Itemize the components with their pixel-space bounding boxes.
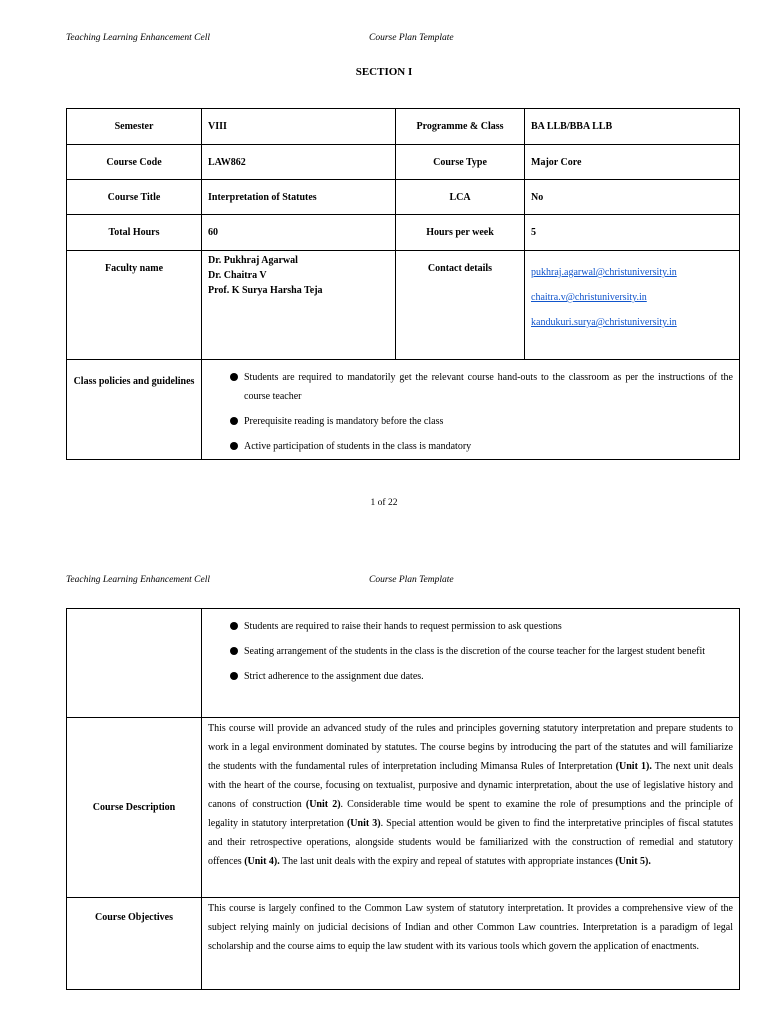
course-objectives	[202, 898, 740, 990]
description-text: . Special attention would be given to find the interpretative principles of fiscal statutes and their retrospective operations, alongside students would be familiarized with the construction of remedial and statutory offences	[208, 818, 734, 867]
unit-ref: (Unit 5).	[615, 856, 651, 867]
lca-value: No	[525, 180, 740, 215]
list-item: Strict adherence to the assignment due dates.	[230, 667, 733, 686]
programme-value: BA LLB/BBA LLB	[525, 109, 740, 145]
policies-label: Class policies and guidelines	[67, 360, 202, 460]
course-title-value: Interpretation of Statutes	[202, 180, 396, 215]
description-text: The last unit deals with the expiry and repeal of statutes with appropriate instances	[279, 856, 616, 867]
policies-list-continued	[202, 609, 740, 718]
email-link[interactable]: pukhraj.agarwal@christuniversity.in	[531, 267, 677, 278]
hours-per-week-value: 5	[525, 215, 740, 251]
list-item: Active participation of students in the class is mandatory	[230, 437, 733, 456]
unit-ref: (Unit 1).	[615, 761, 652, 772]
page-number: 1 of 22	[370, 498, 398, 508]
unit-ref: (Unit 4).	[244, 856, 280, 867]
lca-label: LCA	[396, 180, 525, 215]
contact-label: Contact details	[396, 251, 525, 360]
policies-label-continued	[67, 609, 202, 718]
unit-ref: (Unit 2)	[305, 799, 341, 810]
course-type-label: Course Type	[396, 145, 525, 180]
list-item: Prerequisite reading is mandatory before the class	[230, 412, 733, 431]
list-item: Seating arrangement of the students in the class is the discretion of the course teacher for the largest student benefit	[230, 642, 733, 661]
objectives-text: This course is largely confined to the Common Law system of statutory interpretation. It provides a comprehensive view of the subject relying mainly on judicial decisions of Indian and other Common Law countries. Interpretation is a paradigm of legal scholarship and the course aims to equip the law student with its various tools which govern the application of enactments.	[208, 903, 733, 952]
header-center: Course Plan Template	[369, 33, 454, 43]
header-center: Course Plan Template	[369, 575, 454, 585]
faculty-names	[202, 251, 396, 360]
faculty-name: Dr. Pukhraj Agarwal	[208, 255, 298, 266]
faculty-label: Faculty name	[67, 251, 202, 360]
email-link[interactable]: kandukuri.surya@christuniversity.in	[531, 317, 677, 328]
course-code-label: Course Code	[67, 145, 202, 180]
course-description-label: Course Description	[67, 718, 202, 898]
course-details-table	[66, 608, 740, 990]
hours-per-week-label: Hours per week	[396, 215, 525, 251]
semester-value: VIII	[202, 109, 396, 145]
header-left: Teaching Learning Enhancement Cell	[66, 33, 210, 43]
description-text: The next unit deals with the heart of the course, focusing on textualist, purposive and dynamic interpretation, about the use of legislative history and canons of construction	[208, 761, 734, 810]
programme-label: Programme & Class	[396, 109, 525, 145]
total-hours-label: Total Hours	[67, 215, 202, 251]
list-item: Students are required to raise their hands to request permission to ask questions	[230, 617, 733, 636]
total-hours-value: 60	[202, 215, 396, 251]
unit-ref: (Unit 3)	[346, 818, 381, 829]
faculty-name: Dr. Chaitra V	[208, 270, 267, 281]
email-link[interactable]: chaitra.v@christuniversity.in	[531, 292, 647, 303]
description-text: . Considerable time would be spent to examine the role of presumptions and the principle of legality in statutory interpretation	[208, 799, 733, 829]
faculty-name: Prof. K Surya Harsha Teja	[208, 285, 323, 296]
course-code-value: LAW862	[202, 145, 396, 180]
semester-label: Semester	[67, 109, 202, 145]
course-description	[202, 718, 740, 898]
course-info-table	[66, 108, 740, 460]
course-title-label: Course Title	[67, 180, 202, 215]
header-left: Teaching Learning Enhancement Cell	[66, 575, 210, 585]
list-item: Students are required to mandatorily get the relevant course hand-outs to the classroom as per the instructions of the course teacher	[230, 368, 733, 406]
policies-list	[202, 360, 740, 460]
contact-details	[525, 251, 740, 360]
description-text: This course will provide an advanced study of the rules and principles governing statutory interpretation and prepare students to work in a legal environment dominated by statutes. The course begins by introducing the part of the statutes and will familiarize the students with the fundamental rules of interpretation including Mimansa Rules of Interpretation	[208, 723, 733, 772]
course-objectives-label: Course Objectives	[67, 898, 202, 990]
section-title: SECTION I	[355, 66, 413, 78]
course-type-value: Major Core	[525, 145, 740, 180]
